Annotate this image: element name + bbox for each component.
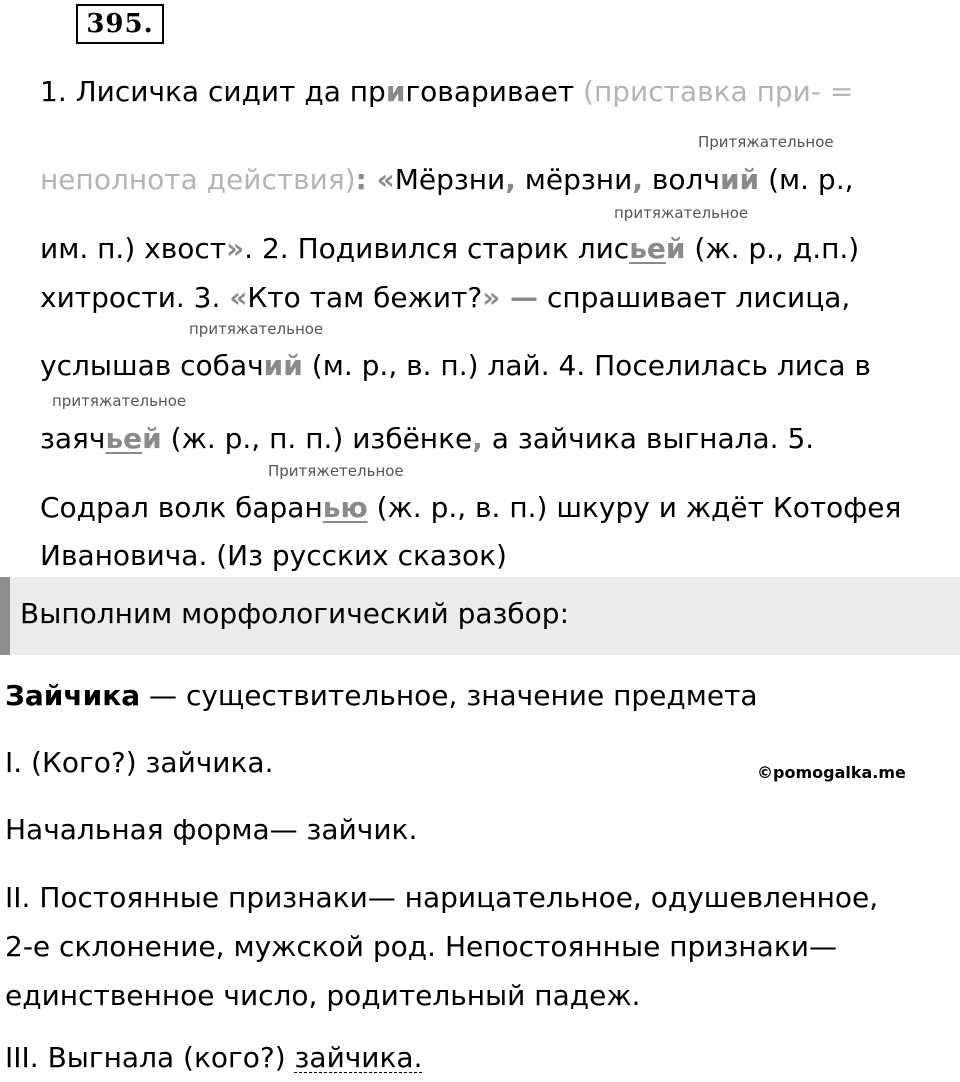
analysis-point-3: III. Выгнала (кого?) зайчика. [5,1041,423,1074]
text-line-6: заячьей (ж. р., п. п.) избёнке, а зайчика выгнала. 5. [40,422,815,455]
analysis-word-line: Зайчика — существительное, значение предмета [5,679,758,712]
analysis-point-2-line-2: 2-е склонение, мужской род. Непостоянные признаки— [5,930,837,963]
annotation-possessive: притяжательное [614,204,749,222]
text-line-7: Содрал волк баранью (ж. р., в. п.) шкуру и ждёт Котофея [40,491,902,524]
text-line-5: услышав собачий (м. р., в. п.) лай. 4. Поселилась лиса в [40,349,871,382]
syntactic-role-underlined-word: зайчика. [294,1041,423,1074]
text-line-3: им. п.) хвост». 2. Подивился старик лисьей (ж. р., д.п.) [40,232,860,265]
annotation-possessive: притяжательное [52,392,187,410]
annotation-possessive: притяжательное [189,320,324,338]
analysis-word: Зайчика [5,679,141,712]
section-header: Выполним морфологический разбор: [20,597,570,630]
text-line-2: неполнота действия): «Мёрзни, мёрзни, волчий (м. р., [40,163,854,196]
text-line-4: хитрости. 3. «Кто там бежит?» — спрашивает лисица, [40,281,851,314]
section-header-accent-bar [0,577,10,655]
analysis-point-2-line-3: единственное число, родительный падеж. [5,979,641,1012]
annotation-possessive: Притяжетельное [268,462,404,480]
exercise-number: 395. [76,4,164,44]
analysis-point-2-line-1: II. Постоянные признаки— нарицательное, одушевленное, [5,881,879,914]
analysis-point-1: I. (Кого?) зайчика. [5,746,274,779]
text-line-8: Ивановича. (Из русских сказок) [40,539,507,572]
watermark: ©pomogalka.me [757,763,906,782]
analysis-initial-form: Начальная форма— зайчик. [5,813,418,846]
annotation-possessive: Притяжательное [698,133,834,151]
section-header-band [0,577,960,655]
text-line-1: 1. Лисичка сидит да приговаривает (приставка при- = [40,75,854,108]
